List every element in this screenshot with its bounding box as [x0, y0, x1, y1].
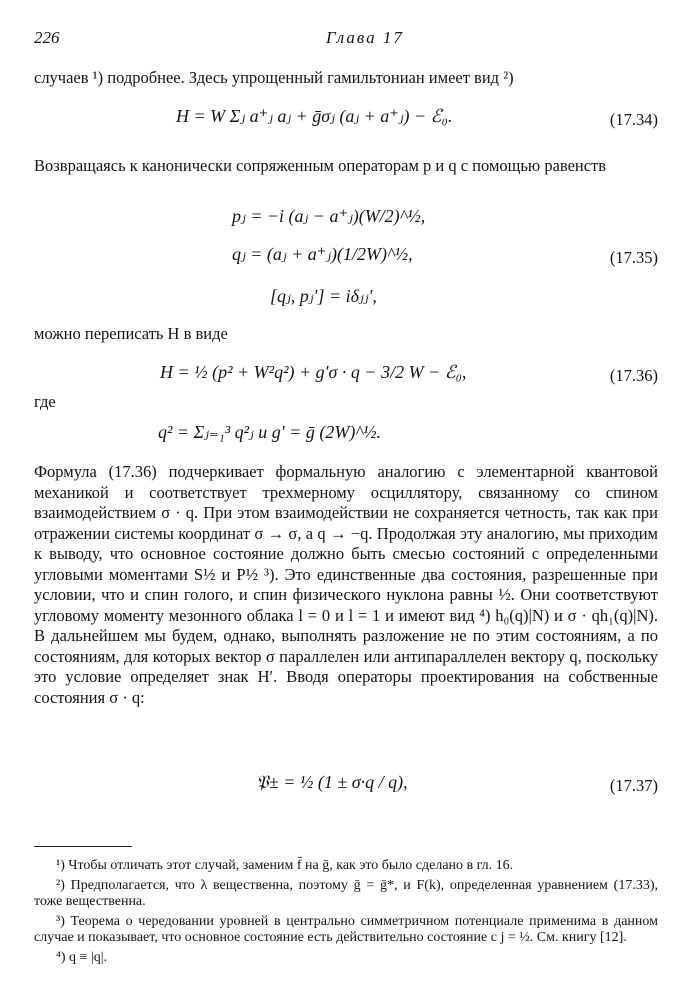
equation-17-37: 𝔓± = ½ (1 ± σ·q / q), [256, 772, 408, 792]
equation-number-17-36: (17.36) [609, 366, 658, 385]
rewrite-text: можно переписать H в виде [34, 324, 228, 343]
where-paragraph [34, 392, 658, 413]
rewrite-paragraph [34, 324, 658, 345]
equation-17-35-line-3: [qⱼ, pⱼ′] = iδⱼⱼ′, [270, 286, 377, 306]
equation-17-35-line-1: pⱼ = −i (aⱼ − a⁺ⱼ)(W/2)^½, [232, 206, 426, 226]
equation-17-35-line-2: qⱼ = (aⱼ + a⁺ⱼ)(1/2W)^½, [232, 244, 413, 264]
footnote-divider [34, 846, 132, 847]
equation-number-17-34: (17.34) [609, 110, 658, 129]
returning-paragraph [34, 156, 658, 177]
footnote-1: ¹) Чтобы отличать этот случай, заменим f̄ на ḡ, как это было сделано в гл. 16. [56, 858, 514, 873]
equation-17-36: H = ½ (p² + W²q²) + g′σ · q − 3/2 W − ℰ₀, [160, 362, 467, 382]
footnotes [34, 858, 658, 969]
intro-paragraph [34, 68, 658, 89]
equation-q-squared: q² = Σⱼ₌₁³ q²ⱼ и g′ = ḡ (2W)^½. [158, 422, 381, 442]
equation-number-17-35: (17.35) [609, 248, 658, 267]
page-header [34, 28, 658, 52]
equation-number-17-37: (17.37) [609, 776, 658, 795]
main-paragraph-text: Формула (17.36) подчеркивает формальную аналогию с элементарной квантовой механикой и соответствует трехмерному осциллятору, связанному со спином взаимодействием σ · q. При этом взаимодействии не сохраняется четность, так как при отражении системы координат σ → σ, а q → −q. Продолжая эту аналогию, мы приходим к выводу, что основное состояние должно быть смесью состояний с определенными угловыми моментами S½ и P½ ³). Это единственные два состояния, разрешенные при условии, что и спин голого, и спин физического нуклона равны ½. Они соответствуют угловому моменту мезонного облака l = 0 и l = 1 и имеют вид ⁴) h₀(q)|N) и σ · qh₁(q)|N). В дальнейшем мы будем, однако, выполнять разложение не по этим состояниям, а по состояниям, для которых вектор σ параллелен или антипараллелен вектору q, поскольку это условие определяет знак H′. Вводя операторы проектирования на собственные состояния σ · q: [34, 462, 658, 707]
intro-line: случаев ¹) подробнее. Здесь упрощенный гамильтониан имеет вид ²) [34, 68, 514, 87]
footnote-4: ⁴) q ≡ |q|. [56, 949, 108, 965]
equation-17-34: H = W Σⱼ a⁺ⱼ aⱼ + ḡσⱼ (aⱼ + a⁺ⱼ) − ℰ₀. [176, 106, 453, 126]
where-text: где [34, 392, 56, 411]
returning-text: Возвращаясь к канонически сопряженным операторам p и q с помощью равенств [34, 156, 607, 175]
page-number: 226 [34, 28, 60, 47]
running-title: Глава 17 [326, 28, 404, 47]
main-paragraph [34, 462, 658, 708]
footnote-3: ³) Теорема о чередовании уровней в центрально симметричном потенциале применима в данном случае и показывает, что основное состояние есть действительно состояние с j = ½. См. книгу [12]. [34, 913, 658, 945]
footnote-2: ²) Предполагается, что λ вещественна, поэтому ḡ = ḡ*, и F(k), определенная уравнением (17.33), тоже вещественна. [34, 877, 658, 909]
